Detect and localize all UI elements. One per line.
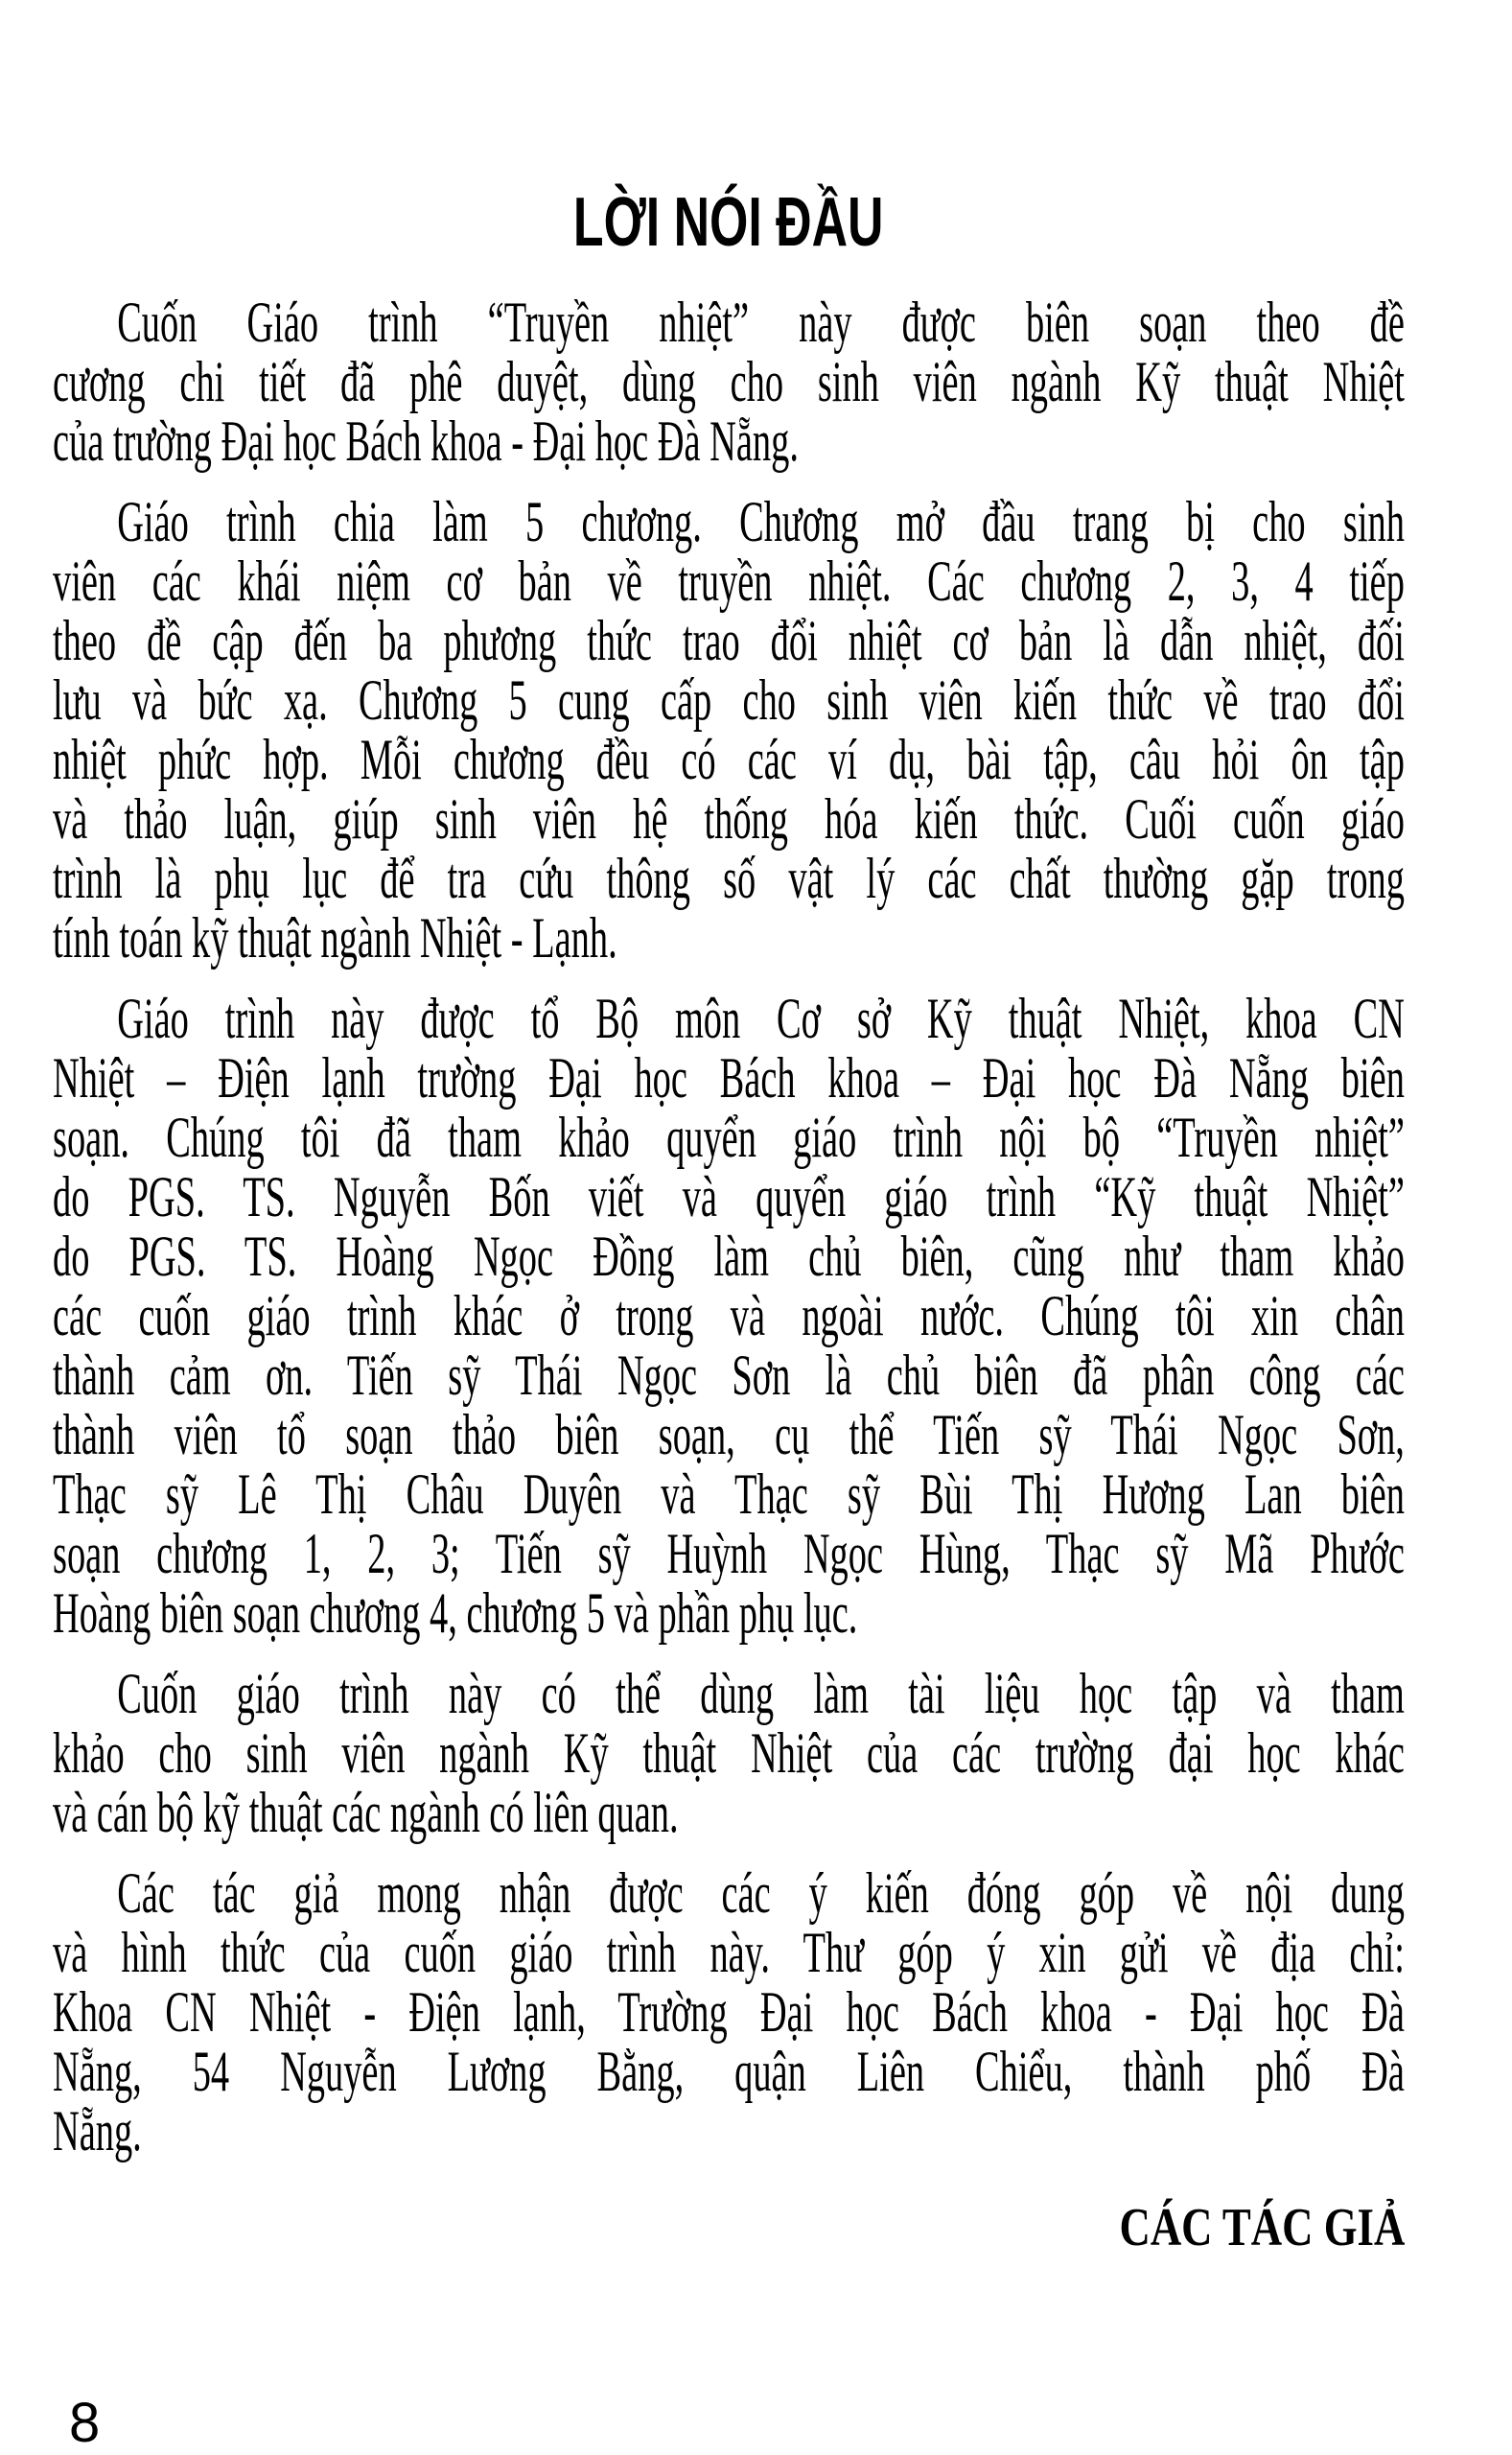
text-line: trình là phụ lục để tra cứu thông số vật lý các chất thường gặp trong (53, 847, 1405, 910)
text-line: viên các khái niệm cơ bản về truyền nhiệt. Các chương 2, 3, 4 tiếp (53, 549, 1405, 613)
text-line: Khoa CN Nhiệt - Điện lạnh, Trường Đại học Bách khoa - Đại học Đà (53, 1980, 1405, 2044)
text-line: và hình thức của cuốn giáo trình này. Thư góp ý xin gửi về địa chỉ: (53, 1921, 1405, 1984)
text-line: lưu và bức xạ. Chương 5 cung cấp cho sinh viên kiến thức về trao đổi (53, 668, 1405, 732)
text-line: soạn chương 1, 2, 3; Tiến sỹ Huỳnh Ngọc Hùng, Thạc sỹ Mã Phước (53, 1522, 1405, 1585)
text-line: và thảo luận, giúp sinh viên hệ thống hóa kiến thức. Cuối cuốn giáo (53, 787, 1405, 851)
text-line: Giáo trình này được tổ Bộ môn Cơ sở Kỹ thuật Nhiệt, khoa CN (117, 987, 1405, 1050)
text-line: do PGS. TS. Nguyễn Bốn viết và quyển giáo trình “Kỹ thuật Nhiệt” (53, 1165, 1405, 1228)
text-line: khảo cho sinh viên ngành Kỹ thuật Nhiệt của các trường đại học khác (53, 1721, 1405, 1785)
text-line: Các tác giả mong nhận được các ý kiến đóng góp về nội dung (117, 1861, 1405, 1925)
text-line: Nẵng, 54 Nguyễn Lương Bằng, quận Liên Chiểu, thành phố Đà (53, 2040, 1405, 2103)
text-line: Nhiệt – Điện lạnh trường Đại học Bách khoa – Đại học Đà Nẵng biên (53, 1046, 1405, 1110)
page-title (53, 186, 1405, 259)
text-line: do PGS. TS. Hoàng Ngọc Đồng làm chủ biên, cũng như tham khảo (53, 1225, 1405, 1288)
paragraph (53, 989, 1512, 1643)
text-line: của trường Đại học Bách khoa - Đại học Đà Nẵng. (53, 409, 799, 473)
paragraph (53, 492, 1512, 968)
text-line: soạn. Chúng tôi đã tham khảo quyển giáo trình nội bộ “Truyền nhiệt” (53, 1106, 1405, 1169)
page-title-text: LỜI NÓI ĐẦU (573, 184, 884, 261)
text-line: Nẵng. (53, 2099, 142, 2163)
text-line: nhiệt phức hợp. Mỗi chương đều có các ví dụ, bài tập, câu hỏi ôn tập (53, 728, 1405, 791)
paragraph (53, 292, 1512, 471)
text-line: Hoàng biên soạn chương 4, chương 5 và phần phụ lục. (53, 1581, 858, 1645)
text-line: và cán bộ kỹ thuật các ngành có liên quan. (53, 1781, 679, 1844)
text-line: các cuốn giáo trình khác ở trong và ngoài nước. Chúng tôi xin chân (53, 1284, 1405, 1347)
paragraph (53, 1664, 1512, 1842)
text-line: thành viên tổ soạn thảo biên soạn, cụ thể Tiến sỹ Thái Ngọc Sơn, (53, 1403, 1405, 1466)
page-number: 8 (69, 2392, 101, 2454)
text-line: Cuốn giáo trình này có thể dùng làm tài liệu học tập và tham (117, 1662, 1405, 1725)
text-line: thành cảm ơn. Tiến sỹ Thái Ngọc Sơn là chủ biên đã phân công các (53, 1344, 1405, 1407)
text-line: Thạc sỹ Lê Thị Châu Duyên và Thạc sỹ Bùi Thị Hương Lan biên (53, 1462, 1405, 1526)
signature (1048, 2198, 1405, 2257)
signature-text: CÁC TÁC GIẢ (1119, 2198, 1405, 2257)
body-text (53, 292, 1512, 2161)
paragraph (53, 1863, 1512, 2161)
text-line: theo đề cập đến ba phương thức trao đổi nhiệt cơ bản là dẫn nhiệt, đối (53, 609, 1405, 672)
text-line: cương chi tiết đã phê duyệt, dùng cho sinh viên ngành Kỹ thuật Nhiệt (53, 350, 1405, 413)
text-line: Cuốn Giáo trình “Truyền nhiệt” này được biên soạn theo đề (117, 291, 1405, 354)
text-line: Giáo trình chia làm 5 chương. Chương mở đầu trang bị cho sinh (117, 490, 1405, 553)
text-line: tính toán kỹ thuật ngành Nhiệt - Lạnh. (53, 906, 617, 970)
